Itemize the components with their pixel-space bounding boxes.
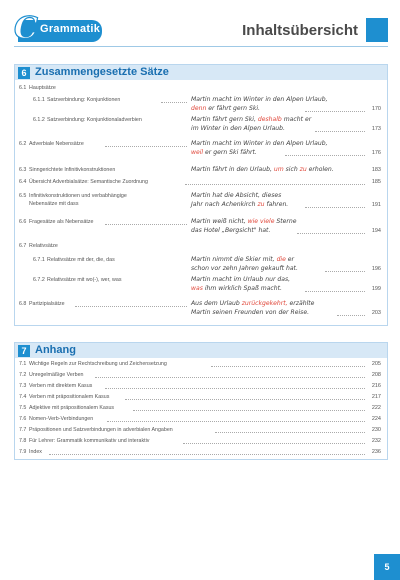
- leader-dots: [297, 229, 365, 234]
- page-number: 199: [371, 286, 381, 292]
- page-number: 232: [371, 438, 381, 444]
- entry-number: 6.7.1: [33, 257, 45, 263]
- example-text: fahren.: [264, 201, 289, 208]
- example-sentence: [191, 166, 334, 174]
- example-text: macht er: [281, 116, 312, 123]
- section-number: 7: [18, 345, 30, 357]
- entry-number: 7.5: [19, 405, 27, 411]
- entry-label: Präpositionen und Satzverbindungen in adverbialen Angaben: [29, 427, 173, 433]
- entry-number: 6.7: [19, 243, 27, 249]
- entry-number: 7.9: [19, 449, 27, 455]
- page-title: Inhaltsübersicht: [242, 22, 358, 39]
- highlighted-word: weil: [191, 149, 204, 156]
- page-number: 208: [371, 372, 381, 378]
- section-header: [15, 65, 387, 80]
- entry-label: Verben mit direktem Kasus: [29, 383, 93, 389]
- leader-dots: [107, 417, 365, 422]
- example-sentence: [191, 300, 314, 308]
- entry-number: 6.1.1: [33, 97, 45, 103]
- page-number: 194: [371, 228, 381, 234]
- entry-number: 7.3: [19, 383, 27, 389]
- section-title: Anhang: [35, 344, 76, 356]
- entry-label: Fragesätze als Nebensätze: [29, 219, 94, 225]
- highlighted-word: zurückgekehrt,: [241, 300, 288, 307]
- example-text: Jahr nach Achenkirch: [191, 201, 258, 208]
- highlighted-word: deshalb: [257, 116, 282, 123]
- entry-label: Satzverbindung: Konjunktionaladverbien: [47, 117, 142, 123]
- example-sentence: [191, 149, 257, 157]
- leader-dots: [325, 267, 365, 272]
- page-number: 170: [371, 106, 381, 112]
- page-number: 217: [371, 394, 381, 400]
- highlighted-word: wie viele: [247, 218, 275, 225]
- example-sentence: [191, 116, 311, 124]
- leader-dots: [185, 180, 365, 185]
- leader-dots: [215, 428, 365, 433]
- page-number: 230: [371, 427, 381, 433]
- leader-dots: [105, 142, 187, 147]
- entry-label: Hauptsätze: [29, 85, 56, 91]
- page-number: 205: [371, 361, 381, 367]
- highlighted-word: die: [276, 256, 286, 263]
- entry-number: 6.6: [19, 219, 27, 225]
- leader-dots: [285, 151, 365, 156]
- example-sentence: Martin seinen Freunden von der Reise.: [191, 309, 310, 316]
- highlighted-word: zu: [257, 201, 265, 208]
- entry-label: Sinngerichtete Infinitivkonstruktionen: [29, 167, 116, 173]
- entry-label: Adverbiale Nebensätze: [29, 141, 84, 147]
- section-number: 6: [18, 67, 30, 79]
- example-sentence: schon vor zehn Jahren gekauft hat.: [191, 265, 298, 272]
- entry-label: Übersicht Adverbialsätze: Semantische Zuordnung: [29, 179, 148, 185]
- logo-letter: C: [14, 11, 38, 46]
- leader-dots: [305, 203, 365, 208]
- example-text: Sterne: [274, 218, 297, 225]
- entry-label: Infinitivkonstruktionen und verbabhängige: [29, 193, 127, 199]
- entry-number: 7.7: [19, 427, 27, 433]
- example-text: Martin nimmt die Skier mit,: [191, 256, 277, 263]
- example-sentence: [191, 201, 288, 209]
- page-header: [0, 0, 400, 56]
- leader-dots: [161, 98, 187, 103]
- example-sentence: Martin macht im Winter in den Alpen Urlaub,: [191, 96, 328, 103]
- example-sentence: [191, 218, 297, 226]
- page-number: 224: [371, 416, 381, 422]
- example-text: ihm wirklich Spaß macht.: [202, 285, 282, 292]
- example-sentence: [191, 256, 294, 264]
- entry-number: 6.5: [19, 193, 27, 199]
- entry-label: Für Lehrer: Grammatik kommunikativ und interaktiv: [29, 438, 150, 444]
- leader-dots: [95, 373, 365, 378]
- example-text: Martin fährt in den Urlaub,: [191, 166, 274, 173]
- category-label: Grammatik: [40, 23, 101, 35]
- example-sentence: im Winter in den Alpen Urlaub.: [191, 125, 285, 132]
- page-number: 176: [371, 150, 381, 156]
- entry-label: Relativsätze mit wo(-), wer, was: [47, 277, 122, 283]
- section-title: Zusammengesetzte Sätze: [35, 66, 169, 78]
- page-number: 236: [371, 449, 381, 455]
- example-sentence: das Hotel „Bergsicht" hat.: [191, 227, 271, 234]
- example-text: Martin weiß nicht,: [191, 218, 248, 225]
- section-header: [15, 343, 387, 358]
- leader-dots: [133, 406, 365, 411]
- leader-dots: [305, 107, 365, 112]
- entry-label: Partizipialsätze: [29, 301, 65, 307]
- example-text: sich: [283, 166, 300, 173]
- page-number: 203: [371, 310, 381, 316]
- example-text: erholen.: [306, 166, 334, 173]
- page-number: 185: [371, 179, 381, 185]
- page-number: 196: [371, 266, 381, 272]
- entry-number: 6.2: [19, 141, 27, 147]
- entry-number: 7.8: [19, 438, 27, 444]
- leader-dots: [211, 362, 365, 367]
- leader-dots: [337, 311, 365, 316]
- entry-label: Satzverbindung: Konjunktionen: [47, 97, 121, 103]
- entry-number: 6.7.2: [33, 277, 45, 283]
- example-sentence: Martin hat die Absicht, dieses: [191, 192, 282, 199]
- section-6: [14, 64, 388, 326]
- entry-label: Adjektive mit präpositionalem Kasus: [29, 405, 115, 411]
- example-text: er fährt gern Ski.: [206, 105, 260, 112]
- entry-number: 7.6: [19, 416, 27, 422]
- example-text: Martin fährt gern Ski,: [191, 116, 258, 123]
- entry-label: Verben mit präpositionalem Kasus: [29, 394, 110, 400]
- example-text: erzählte: [287, 300, 315, 307]
- entry-number: 7.1: [19, 361, 27, 367]
- entry-number: 6.1.2: [33, 117, 45, 123]
- entry-label: Wichtige Regeln zur Rechtschreibung und Zeichensetzung: [29, 361, 167, 367]
- leader-dots: [105, 220, 187, 225]
- leader-dots: [105, 384, 365, 389]
- entry-number: 7.2: [19, 372, 27, 378]
- example-text: er gern Ski fährt.: [203, 149, 257, 156]
- entry-label: Nomen-Verb-Verbindungen: [29, 416, 94, 422]
- entry-number: 6.3: [19, 167, 27, 173]
- example-sentence: Martin macht im Winter in den Alpen Urlaub,: [191, 140, 328, 147]
- entry-label: Index: [29, 449, 42, 455]
- highlighted-word: zu: [299, 166, 307, 173]
- leader-dots: [75, 302, 187, 307]
- leader-dots: [183, 439, 365, 444]
- highlighted-word: was: [191, 285, 203, 292]
- entry-number: 6.4: [19, 179, 27, 185]
- page-number: 191: [371, 202, 381, 208]
- page-number: 216: [371, 383, 381, 389]
- example-sentence: [191, 105, 260, 113]
- example-text: er: [285, 256, 295, 263]
- entry-label: Relativsätze: [29, 243, 58, 249]
- section-7: [14, 342, 388, 460]
- example-text: Aus dem Urlaub: [191, 300, 242, 307]
- leader-dots: [125, 395, 365, 400]
- example-sentence: Martin macht im Urlaub nur das,: [191, 276, 291, 283]
- leader-dots: [305, 287, 365, 292]
- highlighted-word: um: [273, 166, 284, 173]
- entry-label: Unregelmäßige Verben: [29, 372, 84, 378]
- page-number: 183: [371, 167, 381, 173]
- entry-label: Nebensätze mit dass: [29, 201, 79, 207]
- leader-dots: [315, 127, 365, 132]
- page-number: 173: [371, 126, 381, 132]
- page-number: 222: [371, 405, 381, 411]
- entry-number: 6.8: [19, 301, 27, 307]
- entry-label: Relativsätze mit der, die, das: [47, 257, 115, 263]
- example-sentence: [191, 285, 282, 293]
- highlighted-word: denn: [191, 105, 207, 112]
- header-rule: [14, 46, 388, 47]
- header-corner-block: [366, 18, 388, 42]
- entry-number: 6.1: [19, 85, 27, 91]
- page-number-badge: 5: [374, 554, 400, 580]
- entry-number: 7.4: [19, 394, 27, 400]
- leader-dots: [49, 450, 365, 455]
